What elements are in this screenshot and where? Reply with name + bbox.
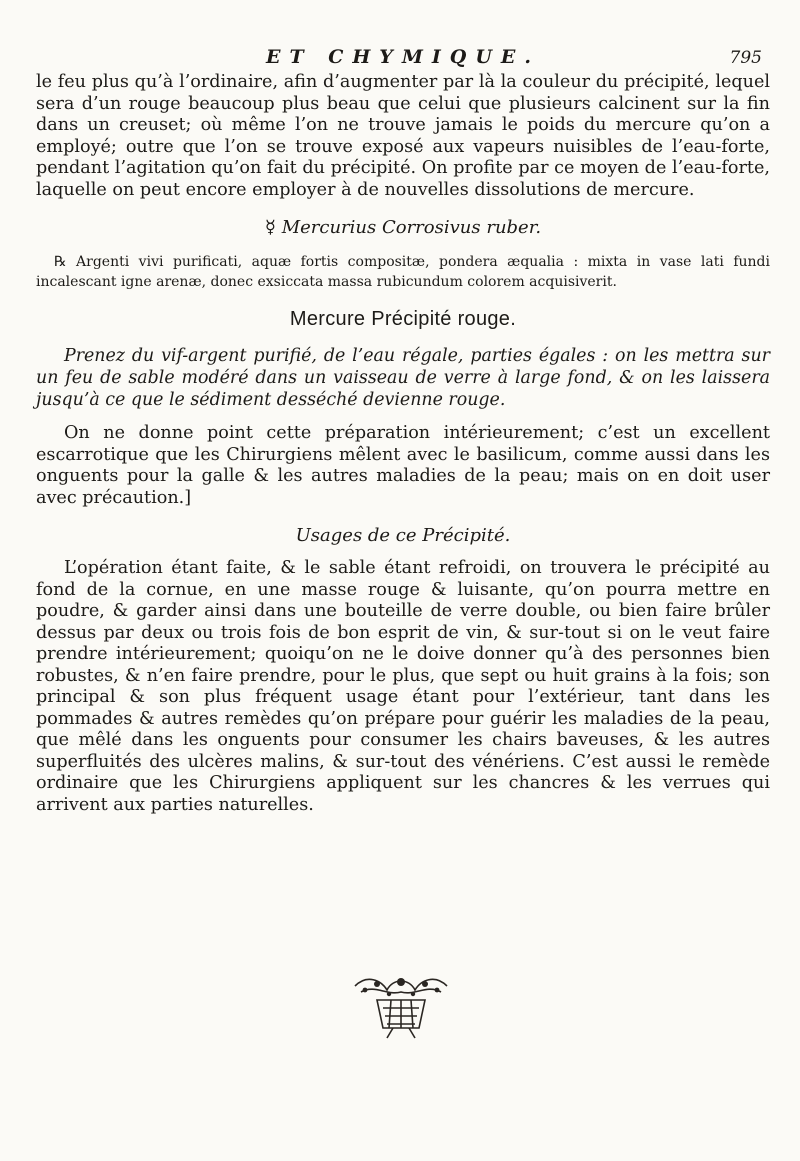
usages-paragraph: L’opération étant faite, & le sable étant refroidi, on trouvera le précipité au fond de la cornue, en une masse rouge & luisante, qu’on pourra mettre en poudre, & garder ainsi dans une bouteille de verre double, ou bien faire brûler dessus par deux ou trois fois de bon esprit de vin, & sur-tout si on le veut faire prendre intérieurement; quoiqu’on ne le doive donner qu’à des personnes bien robustes, & n’en faire prendre, pour le plus, que sept ou huit grains à la fois; son principal & son plus fréquent usage étant pour l’extérieur, tant dans les pommades & autres remèdes qu’on prépare pour guérir les maladies de la peau, que mêlé dans les onguents pour consumer les chairs baveuses, & les autres superfluités des ulcères malins, & sur-tout des vénériens. C’est aussi le remède ordinaire que les Chirurgiens appliquent sur les chancres & les verrues qui arrivent aux parties naturelles. [36,558,770,815]
paragraph-continuation: le feu plus qu’à l’ordinaire, afin d’augmenter par là la couleur du précipité, lequel sera d’un rouge beaucoup plus beau que celui que plusieurs calcinent sur la fin dans un creuset; où même l’on ne trouve jamais le poids du mercure qu’on a employé; outre que l’on se trouve exposé aux vapeurs nuisibles de l’eau-forte, pendant l’agitation qu’on fait du précipité. On profite par ce moyen de l’eau-forte, laquelle on peut encore employer à de nouvelles dissolutions de mercure. [36,72,770,200]
page-number: 795 [729,48,762,68]
running-title: ET CHYMIQUE. [265,46,540,68]
usages-heading: Usages de ce Précipité. [295,525,511,546]
running-head [36,44,770,72]
french-recipe-heading: Mercure Précipité rouge. [289,308,517,330]
latin-recipe-heading: ☿ Mercurius Corrosivus ruber. [264,217,542,238]
floral-basket-ornament-icon [347,970,455,1042]
latin-recipe-text: ℞ Argenti vivi purificati, aquæ fortis compositæ, pondera æqualia : mixta in vase lati fundi incalescant igne arenæ, donec exsiccata massa rubicundum colorem acquisiverit. [36,254,770,290]
french-recipe-text: Prenez du vif-argent purifié, de l’eau régale, parties égales : on les mettra sur un feu de sable modéré dans un vaisseau de verre à large fond, & on les laissera jusqu’à ce que le sédiment desséché devienne rouge. [36,346,770,410]
usage-note-paragraph: On ne donne point cette préparation intérieurement; c’est un excellent escarrotique que les Chirurgiens mêlent avec le basilicum, comme aussi dans les onguents pour la galle & les autres maladies de la peau; mais on en doit user avec précaution.] [36,423,770,508]
